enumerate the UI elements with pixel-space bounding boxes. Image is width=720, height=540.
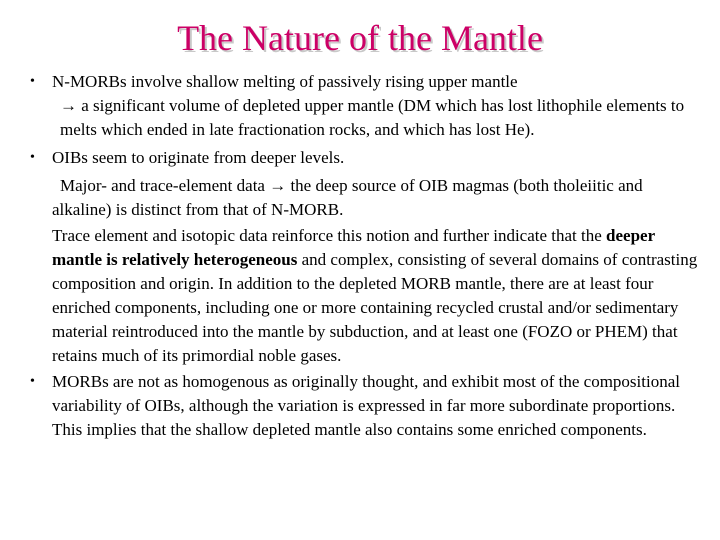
oib-paragraph-isotopic-bold: deeper mantle is relatively heterogeneous — [52, 226, 655, 269]
bullet-morb-variability-text: MORBs are not as homogenous as originally thought, and exhibit most of the compositional variability of OIBs, although the variation is expressed in far more subordinate proportions. This implies that the shallow depleted mantle also contains some enriched components. — [52, 372, 680, 439]
bullet-morb-variability — [28, 370, 698, 442]
bullet-n-morb — [28, 70, 698, 142]
bullet-n-morb-continuation: → a significant volume of depleted upper mantle (DM which has lost lithophile elements to melts which ended in late fractionation rocks, and which has lost He). — [60, 96, 685, 139]
bullet-oib — [28, 146, 698, 170]
oib-paragraph-isotopic-text-2: and complex, consisting of several domains of contrasting composition and origin. In addition to the depleted MORB mantle, there are at least four enriched components, including one or more containing recycled crustal and/or sedimentary material reintroduced into the mantle by subduction, and at least one (FOZO or PHEM) that retains much of its primordial noble gases. — [52, 250, 698, 365]
bullet-n-morb-text: N-MORBs involve shallow melting of passively rising upper mantle — [52, 72, 518, 91]
bullet-dot: • — [30, 74, 35, 89]
oib-paragraph-major-trace-text: Major- and trace-element data → the deep source of OIB magmas (both tholeiitic and alkaline) is distinct from that of N-MORB. — [52, 176, 643, 219]
slide-content — [28, 70, 698, 446]
bullet-dot: • — [30, 374, 35, 389]
oib-paragraph-isotopic-text-1: Trace element and isotopic data reinforce this notion and further indicate that the — [52, 226, 607, 245]
bullet-oib-text: OIBs seem to originate from deeper levels. — [52, 148, 345, 167]
oib-paragraph-major-trace — [28, 174, 698, 222]
oib-paragraph-isotopic — [28, 224, 698, 368]
bullet-dot: • — [30, 150, 35, 165]
slide-title: The Nature of the Mantle — [177, 18, 543, 58]
